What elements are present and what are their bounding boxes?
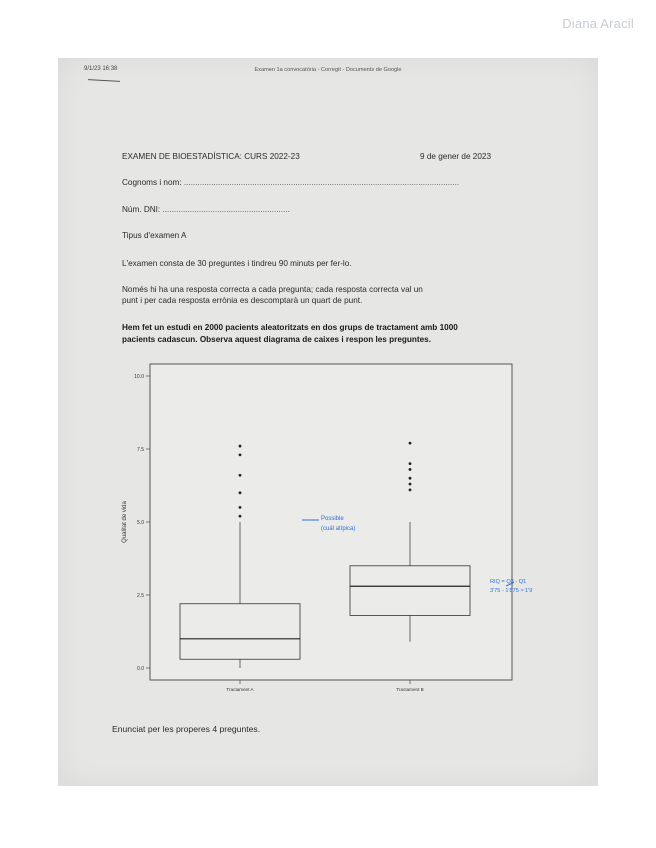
outlier-point xyxy=(239,515,242,518)
outlier-point xyxy=(239,474,242,477)
y-tick-label: 7.5 xyxy=(137,447,144,453)
outlier-point xyxy=(409,442,412,445)
calc-line-3: 3'75 - 1'875 ≈ 1'9 xyxy=(490,588,533,594)
pen-mark xyxy=(88,79,120,82)
outlier-point xyxy=(239,491,242,494)
surname-label: Cognoms i nom: xyxy=(122,178,182,187)
exam-intro: L'examen consta de 30 preguntes i tindreu 90 minuts per fer-lo. xyxy=(122,259,352,268)
scoring-line-2: punt i per cada resposta errònia es descomptarà un quart de punt. xyxy=(122,296,363,305)
scoring-line-1: Només hi ha una resposta correcta a cada pregunta; cada resposta correcta val un xyxy=(122,285,423,294)
dni-label: Núm. DNI: xyxy=(122,205,161,214)
outlier-point xyxy=(409,483,412,486)
y-axis-label: Qualitat de vida xyxy=(122,501,128,543)
boxplot-chart xyxy=(114,358,514,710)
scanned-page xyxy=(58,58,598,786)
plot-frame-group xyxy=(150,364,512,680)
surname-line xyxy=(122,177,459,188)
y-tick-label: 0.0 xyxy=(137,666,144,672)
plot-frame xyxy=(150,364,512,680)
y-tick-label: 5.0 xyxy=(137,520,144,526)
y-tick-label: 10.0 xyxy=(134,374,144,380)
outlier-point xyxy=(239,453,242,456)
x-tick-label: Tractament A xyxy=(226,687,254,692)
next-questions-heading: Enunciat per les properes 4 preguntes. xyxy=(112,724,261,734)
dni-line xyxy=(122,204,290,215)
print-datetime: 9/1/23 16:38 xyxy=(84,66,118,72)
surname-dots: ......................................................................................................................... xyxy=(183,178,460,187)
outlier-point xyxy=(239,506,242,509)
study-line-1: Hem fet un estudi en 2000 pacients aleatoritzats en dos grups de tractament amb 1000 xyxy=(122,323,458,332)
y-ticks xyxy=(134,374,150,672)
watermark: Diana Aracil xyxy=(562,16,634,31)
x-ticks xyxy=(226,680,423,692)
possible-note: Possible xyxy=(321,516,344,522)
outlier-point xyxy=(409,462,412,465)
outlier-point xyxy=(409,488,412,491)
exam-title: EXAMEN DE BIOESTADÍSTICA: CURS 2022-23 xyxy=(122,152,300,161)
exam-type: Tipus d'examen A xyxy=(122,231,187,240)
exam-date: 9 de gener de 2023 xyxy=(420,152,492,161)
outlier-point xyxy=(239,445,242,448)
dni-dots: ........................................................ xyxy=(162,205,290,214)
calc-notes xyxy=(490,578,532,596)
x-tick-label: Tractament B xyxy=(396,687,424,692)
print-doc-title: Examen 1a convocatòria - Corregit - Documents de Google xyxy=(254,67,402,73)
calc-line-2: RIQ = Q3 - Q1 xyxy=(490,579,527,585)
y-tick-label: 2.5 xyxy=(137,593,144,599)
study-line-2: pacients cadascun. Observa aquest diagrama de caixes i respon les preguntes. xyxy=(122,335,431,344)
atypical-note: (cuál atípica) xyxy=(321,526,356,532)
outlier-point xyxy=(409,468,412,471)
outlier-point xyxy=(409,477,412,480)
